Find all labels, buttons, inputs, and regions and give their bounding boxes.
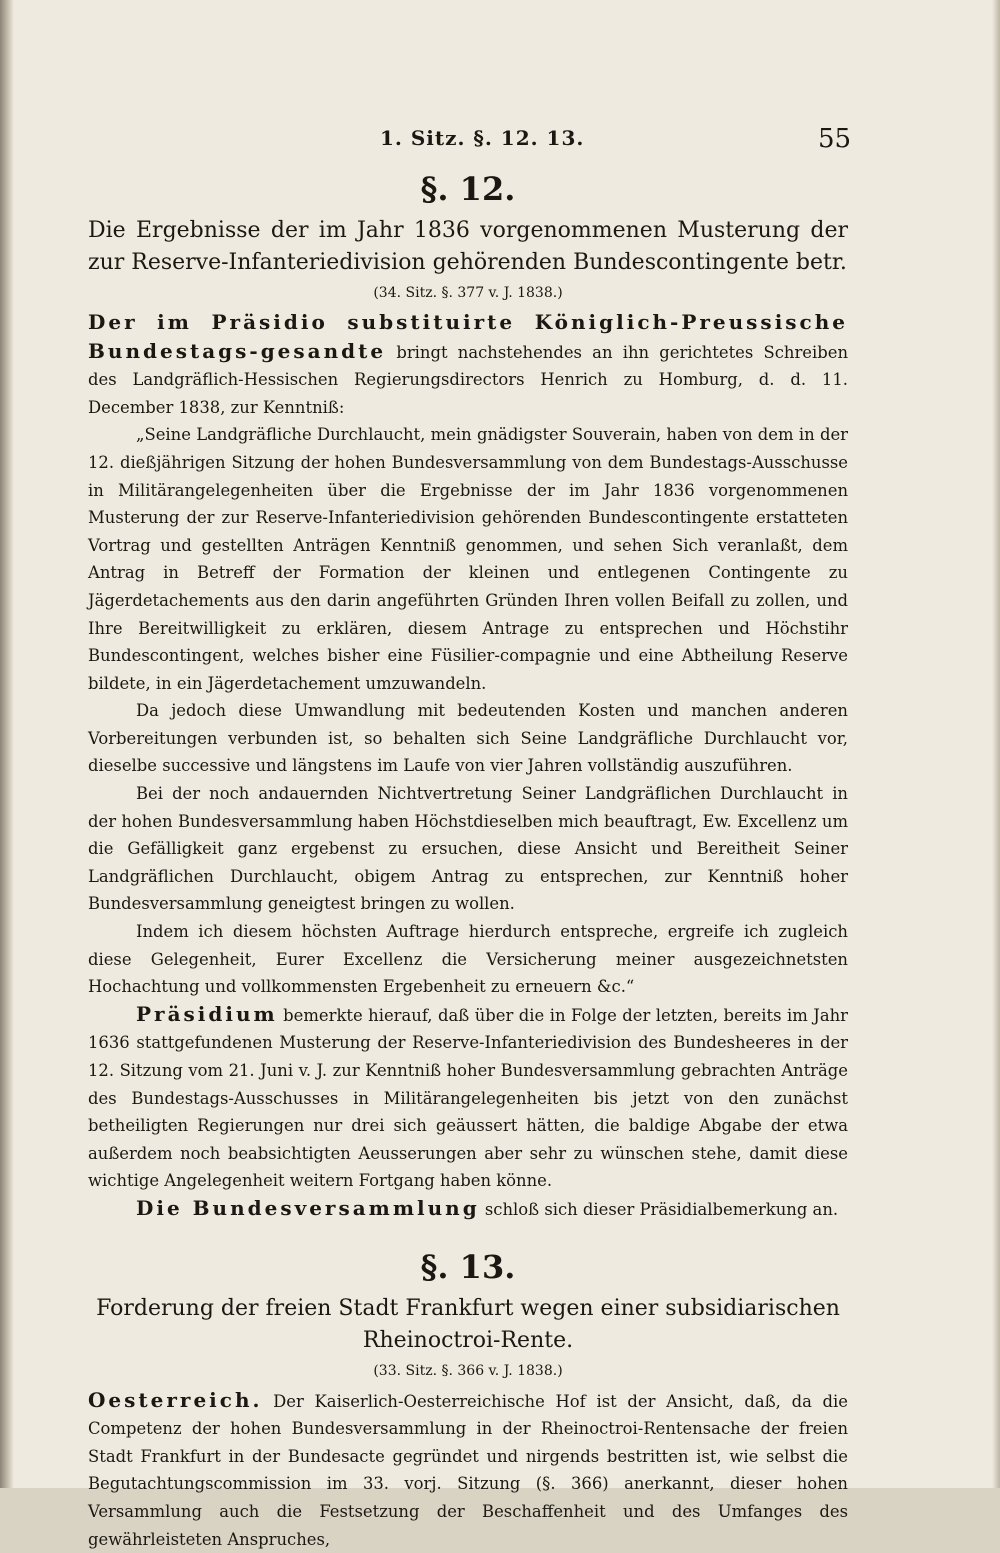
section-13-title: Forderung der freien Stadt Frankfurt wegen einer subsidiarischen Rheinoctroi-Rente. bbox=[96, 1295, 840, 1353]
page-edge-shadow bbox=[992, 0, 1000, 1488]
section-12-paragraph-4: Bei der noch andauernden Nichtvertretung Seiner Landgräflichen Durchlaucht in der hohen Bundesversammlung haben Höchstdieselben mich beauftragt, Ew. Excellenz um die Gefälligkeit ganz ergebenst zu ersuchen, diese Ansicht und Bereitheit Seiner Landgräflichen Durchlaucht, obigem Antrag zu entsprechen, zur Kenntniß hoher Bundesversammlung geneigtest bringen zu wollen. bbox=[88, 784, 848, 914]
section-12-paragraph-1 bbox=[88, 309, 848, 421]
section-12-paragraph-3: Da jedoch diese Umwandlung mit bedeutenden Kosten und manchen anderen Vorbereitungen verbunden ist, so behalten sich Seine Landgräfliche Durchlaucht vor, dieselbe successive und längstens im Laufe von vier Jahren vollständig auszuführen. bbox=[88, 701, 848, 776]
running-head bbox=[0, 122, 1000, 162]
section-12-paragraph-2: „Seine Landgräfliche Durchlaucht, mein gnädigster Souverain, haben von dem in der 12. dießjährigen Sitzung der hohen Bundesversammlung von dem Bundestags-Ausschusse in Militärangelegenheiten über die Ergebnisse der im Jahr 1836 vorgenommenen Musterung der zur Reserve-Infanteriedivision gehörenden Bundescontingente erstatteten Vortrag und gestellten Anträgen Kenntniß genommen, und sehen Sich veranlaßt, dem Antrag in Betreff der Formation der kleinen und entlegenen Contingente zu Jägerdetachements aus den darin angeführten Gründen Ihren vollen Beifall zu zollen, und Ihre Bereitwilligkeit zu erklären, diesem Antrage zu entsprechen und Höchstihr Bundescontingent, welches bisher eine Füsilier-compagnie und eine Abtheilung Reserve bildete, in ein Jägerdetachement umzuwandeln. bbox=[88, 425, 848, 693]
speaker-name: Die Bundesversammlung bbox=[136, 1195, 480, 1220]
running-head-title: 1. Sitz. §. 12. 13. bbox=[380, 126, 585, 150]
section-12-heading: §. 12. bbox=[420, 170, 516, 208]
paragraph-text: bemerkte hierauf, daß über die in Folge der letzten, bereits im Jahr 1636 stattgefundenen Musterung der Reserve-Infanteriedivision des Bundesheeres in der 12. Sitzung vom 21. Juni v. J. zur Kenntniß hoher Bundesversammlung gebrachten Anträge des Bundestags-Ausschusses in Militärangelegenheiten bis jetzt von den zunächst betheiligten Regierungen nur drei sich geäussert hätten, die baldige Abgabe der etwa außerdem noch beabsichtigten Aeusserungen aber sehr zu wünschen stehe, damit diese wichtige Angelegenheit weitern Fortgang haben könne. bbox=[88, 1005, 848, 1191]
paragraph-text: bringt nachstehendes an ihn gerichtetes Schreiben des Landgräflich-Hessischen Regierungsdirectors Henrich zu Homburg, d. d. 11. December 1838, zur Kenntniß: bbox=[88, 342, 848, 417]
section-gap bbox=[88, 1224, 848, 1250]
section-12-paragraph-7 bbox=[88, 1195, 848, 1224]
section-13-paragraph-1 bbox=[88, 1387, 848, 1553]
paragraph-text: schloß sich dieser Präsidialbemerkung an. bbox=[479, 1199, 839, 1219]
speaker-name: Oesterreich. bbox=[88, 1387, 263, 1412]
page-number: 55 bbox=[818, 124, 852, 154]
page-content bbox=[88, 172, 848, 1553]
section-12-paragraph-6 bbox=[88, 1001, 848, 1195]
section-12-paragraph-5: Indem ich diesem höchsten Auftrage hierdurch entspreche, ergreife ich zugleich diese Gelegenheit, Eurer Excellenz die Versicherung meiner ausgezeichnetsten Hochachtung und vollkommensten Ergebenheit zu erneuern &c.“ bbox=[88, 922, 848, 997]
page-binding-shadow bbox=[0, 0, 14, 1488]
section-12-reference: (34. Sitz. §. 377 v. J. 1838.) bbox=[373, 284, 563, 301]
speaker-name: Präsidium bbox=[136, 1001, 278, 1026]
speaker-name: Der im Präsidio substituirte Königlich-Preussische Bundestags-gesandte bbox=[88, 309, 848, 363]
paragraph-text: Der Kaiserlich-Oesterreichische Hof ist der Ansicht, daß, da die Competenz der hohen Bundesversammlung in der Rheinoctroi-Rentensache der freien Stadt Frankfurt in der Bundesacte gegründet und nirgends bestritten ist, wie selbst die Begutachtungscommission im 33. vorj. Sitzung (§. 366) anerkannt, dieser hohen Versammlung auch die Festsetzung der Beschaffenheit und des Umfanges des gewährleisteten Anspruches, bbox=[88, 1391, 848, 1549]
section-12-title: Die Ergebnisse der im Jahr 1836 vorgenommenen Musterung der zur Reserve-Infanteriedivision gehörenden Bundescontingente betr. bbox=[88, 218, 848, 276]
section-13-reference: (33. Sitz. §. 366 v. J. 1838.) bbox=[373, 1362, 563, 1379]
section-13-heading: §. 13. bbox=[420, 1247, 516, 1286]
